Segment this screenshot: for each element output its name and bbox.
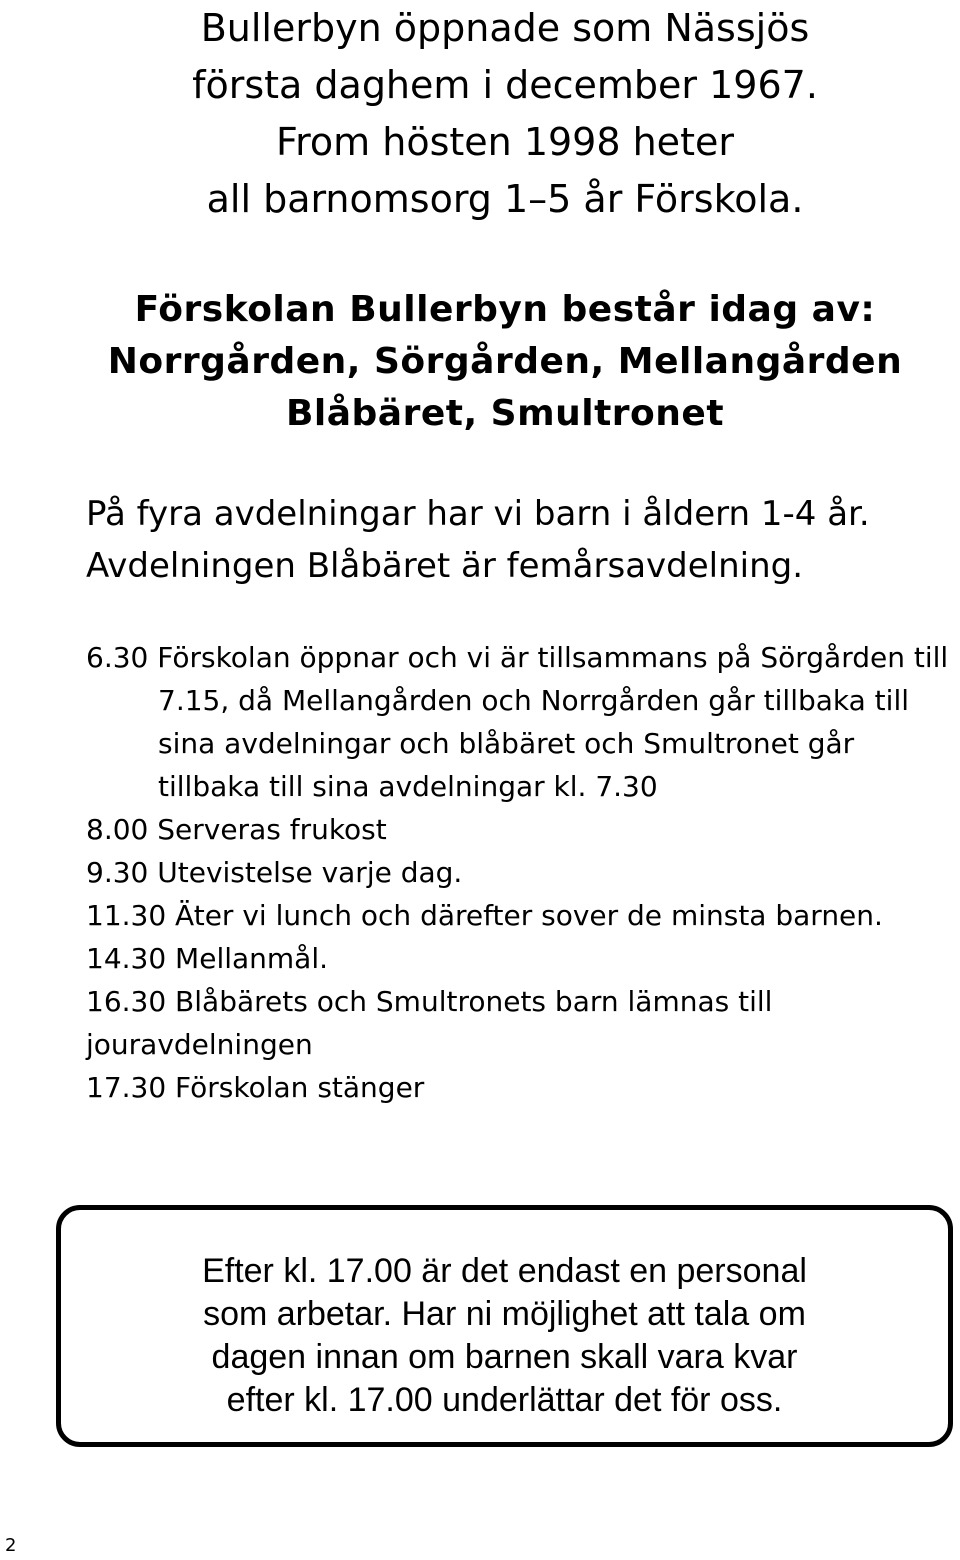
- units-heading: [0, 284, 960, 440]
- units-line: Blåbäret, Smultronet: [285, 393, 725, 434]
- schedule-entry: 11.30 Äter vi lunch och därefter sover de minsta barnen.: [86, 899, 883, 932]
- schedule-entry: 16.30 Blåbärets och Smultronets barn lämnas till jouravdelningen: [86, 985, 773, 1061]
- notice-text: [61, 1250, 948, 1422]
- intro-line: all barnomsorg 1–5 år Förskola.: [206, 177, 804, 221]
- intro-line: första daghem i december 1967.: [192, 63, 818, 107]
- intro-line: Bullerbyn öppnade som Nässjös: [200, 6, 810, 50]
- intro-line: From hösten 1998 heter: [276, 120, 734, 164]
- schedule-entry: 8.00 Serveras frukost: [86, 813, 387, 846]
- schedule-entry: 9.30 Utevistelse varje dag.: [86, 856, 463, 889]
- schedule-entry: 14.30 Mellanmål.: [86, 942, 329, 975]
- notice-line: dagen innan om barnen skall vara kvar: [211, 1338, 798, 1376]
- intro-block: [0, 0, 960, 228]
- notice-line: som arbetar. Har ni möjlighet att tala om: [203, 1295, 806, 1333]
- schedule-entry: 17.30 Förskolan stänger: [86, 1071, 425, 1104]
- notice-line: efter kl. 17.00 underlättar det för oss.: [226, 1381, 783, 1419]
- units-line: Förskolan Bullerbyn består idag av:: [134, 289, 876, 330]
- age-line: På fyra avdelningar har vi barn i åldern 1-4 år.: [86, 494, 870, 534]
- daily-schedule: [86, 636, 956, 1109]
- notice-box: [56, 1205, 953, 1447]
- age-groups-text: [86, 488, 870, 592]
- units-line: Norrgården, Sörgården, Mellangården: [107, 341, 903, 382]
- page-number: 2: [5, 1535, 17, 1556]
- age-line: Avdelningen Blåbäret är femårsavdelning.: [86, 546, 804, 586]
- schedule-entry: 6.30 Förskolan öppnar och vi är tillsammans på Sörgården till 7.15, då Mellangården och Norrgården går tillbaka till sina avdelningar och blåbäret och Smultronet går tillbaka till sina avdelningar kl. 7.30: [86, 641, 949, 803]
- notice-line: Efter kl. 17.00 är det endast en personal: [202, 1252, 807, 1290]
